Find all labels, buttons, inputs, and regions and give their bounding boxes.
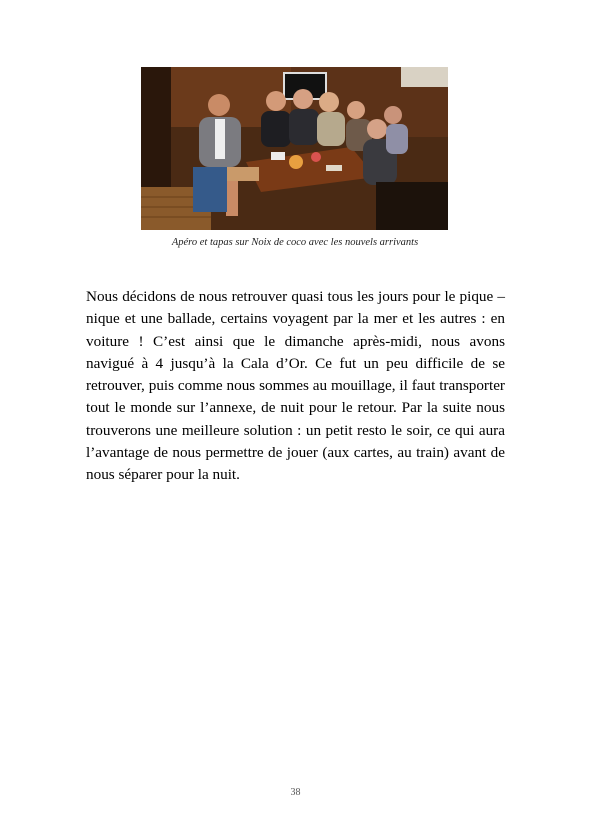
group-photo (141, 67, 448, 230)
cabin-scene-illustration (141, 67, 448, 230)
page-number: 38 (290, 787, 301, 798)
photo-caption: Apéro et tapas sur Noix de coco avec les nouvels arrivants (171, 237, 419, 248)
body-paragraph: Nous décidons de nous retrouver quasi tous les jours pour le pique –nique et une ballade, certains voyagent par la mer et les autres : en voiture ! C’est ainsi que le dimanche après-midi, nous avons navigué à 4 jusqu’à la Cala d’Or. Ce fut un peu difficile de se retrouver, puis comme nous sommes au mouillage, il faut transporter tout le monde sur l’annexe, de nuit pour le retour. Par la suite nous trouverons une meilleure solution : un petit resto le soir, ce qui aura l’avantage de nous permettre de jouer (aux cartes, au train) avant de nous séparer pour la nuit. (86, 288, 505, 484)
